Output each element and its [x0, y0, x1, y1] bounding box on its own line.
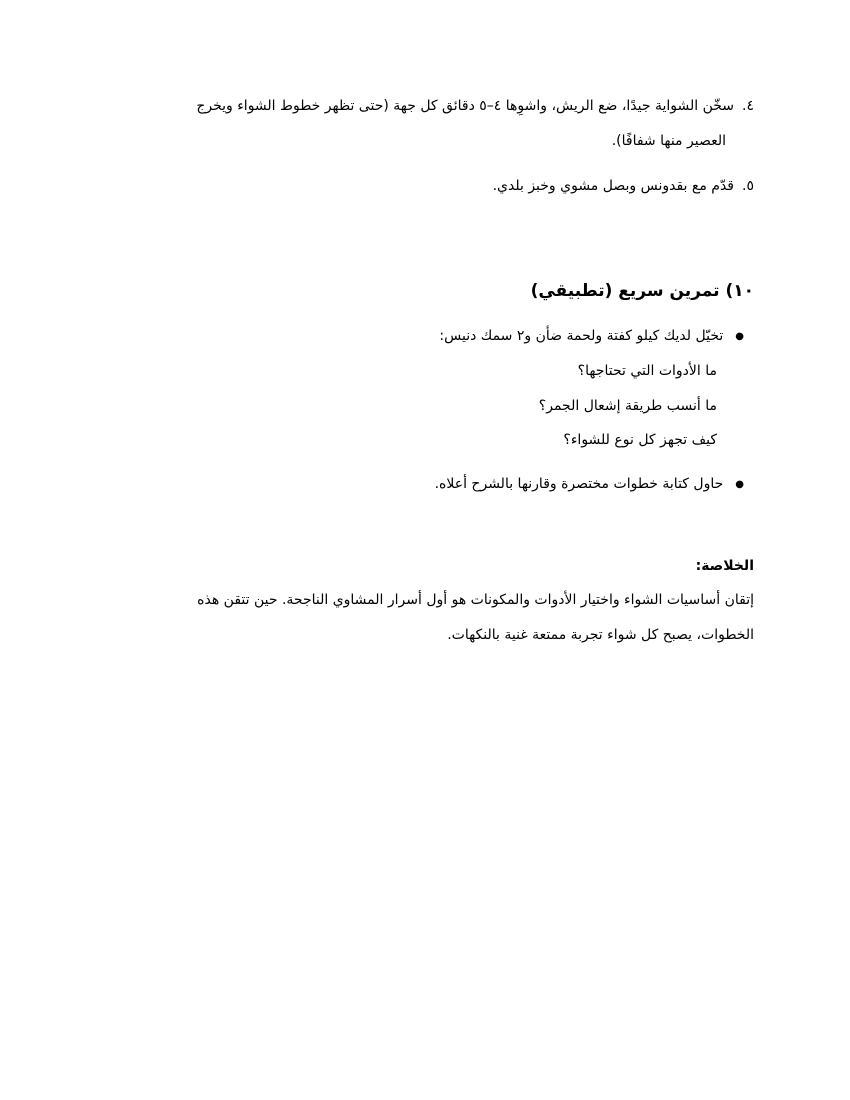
summary-line-2: الخطوات، يصبح كل شواء تجربة ممتعة غنية بالنكهات. — [447, 627, 754, 643]
step-4-text: سخّن الشواية جيدًا، ضع الريش، واشوِها ٤–٥ دقائق كل جهة (حتى تظهر خطوط الشواء ويخرج — [196, 98, 735, 114]
exercise-bullet-2-text: حاول كتابة خطوات مختصرة وقارنها بالشرح أعلاه. — [434, 476, 724, 492]
exercise-heading: ١٠) تمرين سريع (تطبيقي) — [530, 281, 754, 301]
bullet-dot: ● — [735, 479, 744, 490]
step-4-line-1 — [196, 96, 754, 116]
step-5-text: قدّم مع بقدونس وبصل مشوي وخبز بلدي. — [492, 178, 735, 194]
summary-heading: الخلاصة: — [695, 558, 754, 574]
exercise-bullet-1 — [439, 326, 744, 347]
step-4-number: ٤. — [742, 98, 754, 114]
exercise-question-1: ما الأدوات التي تحتاجها؟ — [577, 363, 717, 379]
step-5-number: ٥. — [742, 178, 754, 194]
exercise-question-3: كيف تجهز كل نوع للشواء؟ — [563, 432, 717, 448]
summary-line-1: إتقان أساسيات الشواء واختيار الأدوات والمكونات هو أول أسرار المشاوي الناجحة. حين تتقن هذه — [197, 592, 754, 608]
step-4-line-2: العصير منها شفافًا). — [611, 133, 726, 149]
exercise-bullet-2 — [435, 474, 744, 495]
step-5-line — [493, 176, 754, 196]
exercise-bullet-1-text: تخيّل لديك كيلو كفتة ولحمة ضأن و٢ سمك دنيس: — [439, 328, 724, 344]
exercise-question-2: ما أنسب طريقة إشعال الجمر؟ — [538, 398, 717, 414]
bullet-dot: ● — [735, 331, 744, 342]
